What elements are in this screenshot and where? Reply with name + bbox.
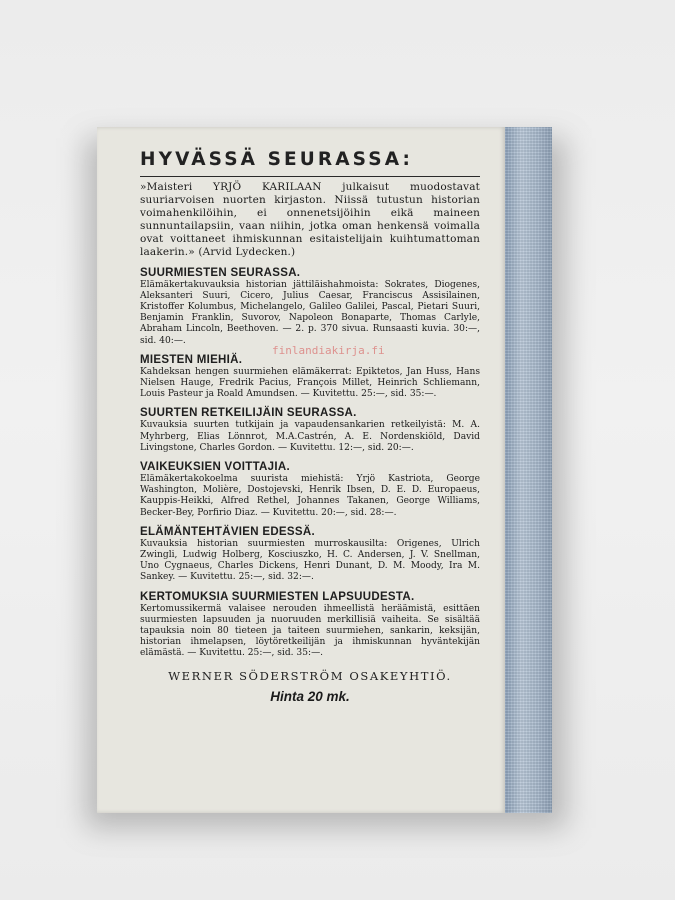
book-title: SUURMIESTEN SEURASSA. [140,266,301,279]
book-description: Elämäkertakokoelma suurista miehistä: Yrjö Kastriota, George Washington, Molière, Dostojevski, Henrik Ibsen, D. E. D. Europaeus, Kauppis-Heikki, Alfred Rethel, Johannes Takanen, George Williams, Becker-Bey, Porfirio Diaz. — Kuvitettu. 20:—, sid. 28:—. [140,474,480,518]
review-quote: »Maisteri YRJÖ KARILAAN julkaisut muodostavat suuriarvoisen nuorten kirjaston. Niissä tutustun historian voimahenkilöihin, ei onnenetsijöihin eikä maineen sunnuntailapsiin, vaan niihin, jotka oman henkensä voimalla ovat voittaneet ihmiskunnan esitaistelijain kuihtumattoman laakerin.» (Arvid Lydecken.) [140,181,480,259]
heading-divider [140,176,480,177]
book-description: Kahdeksan hengen suurmiehen elämäkerrat: Epiktetos, Jan Huss, Hans Nielsen Hauge, Fredrik Pacius, François Millet, Heinrich Schliemann, Louis Pasteur ja Roald Amundsen. — Kuvitettu. 25:—, sid. 35:—. [140,366,480,400]
book-title: KERTOMUKSIA SUURMIESTEN LAPSUUDESTA. [140,590,415,603]
book-description: Kuvauksia suurten tutkijain ja vapaudensankarien retkeilyistä: M. A. Myhrberg, Elias Lönnrot, M.A.Castrén, A. E. Nordenskiöld, David Livingstone, Charles Gordon. — Kuvitettu. 12:—, sid. 20:—. [140,420,480,453]
book-description: Kuvauksia historian suurmiesten murroskausilta: Origenes, Ulrich Zwingli, Ludwig Holberg, Kosciuszko, H. C. Andersen, J. V. Snellman, Uno Cygnaeus, Charles Dickens, Henri Dunant, D. M. Moody, Ira M. Sankey. — Kuvitettu. 25:—, sid. 32:—. [140,538,480,583]
book-title: ELÄMÄNTEHTÄVIEN EDESSÄ. [140,525,315,538]
book-title: VAIKEUKSIEN VOITTAJIA. [140,461,290,473]
cover-text-block [140,149,480,704]
price-label: Hinta 20 mk. [270,688,350,704]
book [97,127,552,813]
book-description: Kertomussikermä valaisee nerouden ihmeellistä heräämistä, esittäen suurmiesten lapsuuden ja nuoruuden merkillisiä vaiheita. Se sisältää tapauksia noin 80 tieteen ja taiteen suurmiehen, sankarin, keksijän, historian ihmelapsen, löytöretkeilijän ja ihmiskunnan hyväntekijän elämästä. — Kuvitettu. 25:—, sid. 35:—. [140,603,480,659]
publisher-name: WERNER SÖDERSTRÖM OSAKEYHTIÖ. [168,668,452,683]
book-back-cover [97,127,505,813]
book-description: Elämäkertakuvauksia historian jättiläishahmoista: Sokrates, Diogenes, Aleksanteri Suuri, Cicero, Julius Caesar, Franciscus Assisilainen, Kristoffer Kolumbus, Michelangelo, Galileo Galilei, Pascal, Pietari Suuri, Benjamin Franklin, Suvorov, Napoleon Bonaparte, Thomas Carlyle, Abraham Lincoln, Beethoven. — 2. p. 370 sivua. Runsaasti kuvia. 30:—, sid. 40:—. [140,279,480,346]
book-title: SUURTEN RETKEILIJÄIN SEURASSA. [140,407,357,420]
book-entry [140,461,480,519]
book-entry [140,591,480,660]
book-spine [505,127,552,813]
watermark-text: finlandiakirja.fi [272,344,385,357]
book-entry [140,267,480,347]
cover-heading: HYVÄSSÄ SEURASSA: [140,149,413,170]
book-title: MIESTEN MIEHIÄ. [140,353,243,366]
book-entry [140,354,480,401]
book-entry [140,407,480,454]
watermark-logo [272,343,422,357]
book-entry [140,526,480,584]
